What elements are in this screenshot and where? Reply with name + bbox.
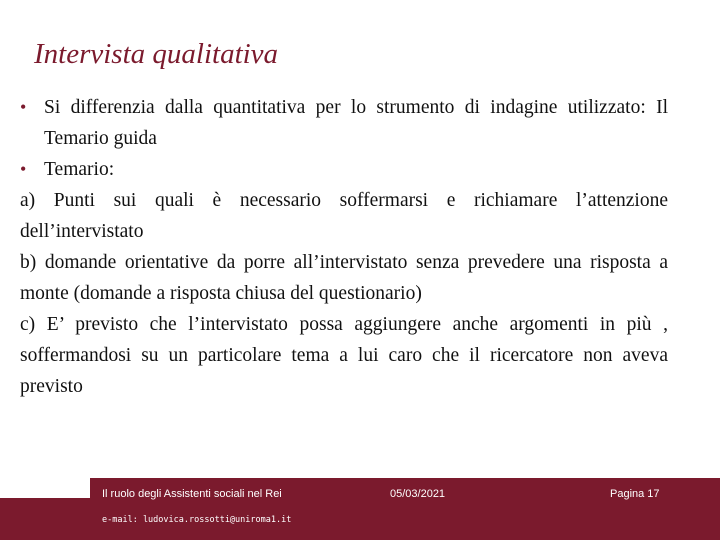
bullet-text: Si differenzia dalla quantitativa per lo strumento di indagine utilizzato: Il Temario guida bbox=[44, 97, 668, 149]
footer-page-number: Pagina 17 bbox=[610, 488, 660, 500]
paragraph-b: b) domande orientative da porre all’intervistato senza prevedere una risposta a monte (domande a risposta chiusa del questionario) bbox=[20, 252, 668, 304]
bullet-icon: • bbox=[20, 159, 27, 179]
bullet-item bbox=[20, 154, 668, 185]
paragraph-c: c) E’ previsto che l’intervistato possa aggiungere anche argomenti in più , soffermandosi su un particolare tema a lui caro che il ricercatore non aveva previsto bbox=[20, 314, 668, 397]
footer-presentation-title: Il ruolo degli Assistenti sociali nel Rei bbox=[102, 488, 282, 500]
footer-white-block bbox=[0, 478, 90, 498]
bullet-icon: • bbox=[20, 97, 27, 117]
paragraph-a: a) Punti sui quali è necessario soffermarsi e richiamare l’attenzione dell’intervistato bbox=[20, 190, 668, 242]
slide-content bbox=[20, 92, 668, 402]
slide-title: Intervista qualitativa bbox=[34, 38, 279, 70]
footer-bar bbox=[0, 478, 720, 540]
bullet-item bbox=[20, 92, 668, 154]
footer-email: e-mail: ludovica.rossotti@uniroma1.it bbox=[102, 515, 292, 525]
footer-date: 05/03/2021 bbox=[390, 488, 446, 500]
bullet-text: Temario: bbox=[44, 159, 115, 180]
